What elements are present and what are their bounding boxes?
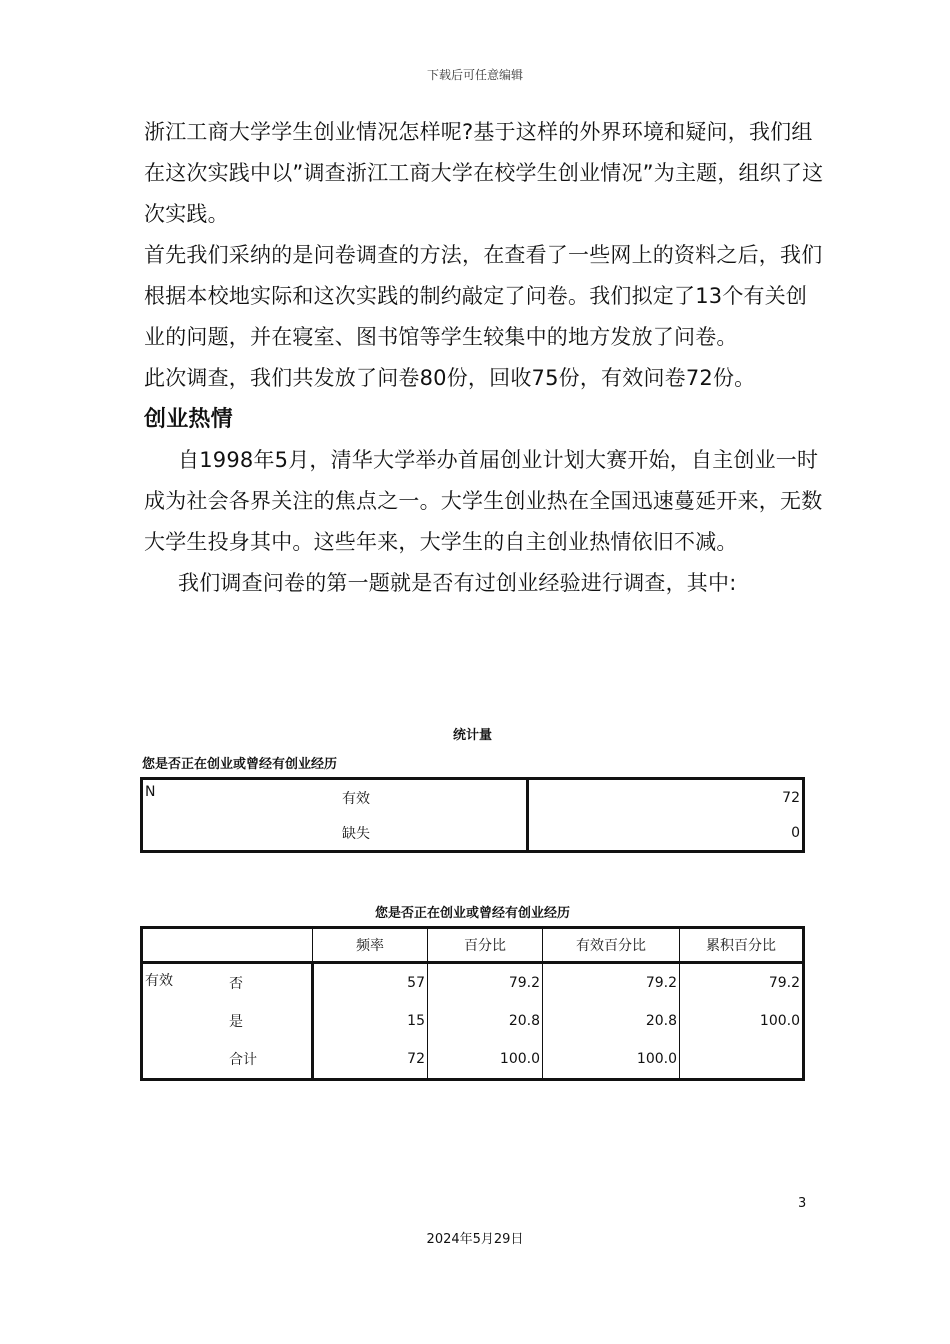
row-group: 有效 (145, 973, 173, 989)
cell-pct: 100.0 (428, 1040, 543, 1080)
section-heading: 创业热情 (144, 407, 233, 432)
paragraph-survey-count: 此次调查，我们共发放了问卷80份，回收75份，有效问卷72份。 (144, 366, 756, 390)
page-number: 3 (798, 1196, 807, 1211)
page-footer-date: 2024年5月29日 (426, 1232, 524, 1247)
stats-row-value: 72 (527, 779, 804, 816)
cell-pct: 20.8 (428, 1002, 543, 1040)
cell-freq: 72 (313, 1040, 428, 1080)
table-row (142, 779, 804, 816)
cell-freq: 15 (313, 1002, 428, 1040)
stats-table-title: 统计量 (452, 728, 492, 743)
cell-valid-pct: 20.8 (543, 1002, 680, 1040)
cell-freq: 57 (313, 963, 428, 1003)
header-corner (142, 928, 313, 963)
cell-valid-pct: 79.2 (543, 963, 680, 1003)
row-group (142, 1040, 228, 1080)
freq-table-title: 您是否正在创业或曾经有创业经历 (374, 906, 570, 921)
header-cum-pct: 累积百分比 (680, 928, 804, 963)
cell-valid-pct: 100.0 (543, 1040, 680, 1080)
paragraph-intro: 浙江工商大学学生创业情况怎样呢?基于这样的外界环境和疑问，我们组在这次实践中以”调查浙江工商大学在校学生创业情况”为主题，组织了这次实践。 (144, 120, 824, 226)
cell-cum-pct: 79.2 (680, 963, 804, 1003)
table-row (142, 1040, 804, 1080)
table-row (142, 815, 804, 852)
stats-group-label: N (145, 784, 156, 800)
cell-cum-pct: 100.0 (680, 1002, 804, 1040)
row-group (142, 1002, 228, 1040)
cell-cum-pct (680, 1040, 804, 1080)
paragraph-method: 首先我们采纳的是问卷调查的方法，在查看了一些网上的资料之后，我们根据本校地实际和这次实践的制约敲定了问卷。我们拟定了13个有关创业的问题，并在寝室、图书馆等学生较集中的地方发放了问卷。 (144, 243, 823, 349)
header-valid-pct: 有效百分比 (543, 928, 680, 963)
paragraph-first-question: 我们调查问卷的第一题就是否有过创业经验进行调查，其中: (178, 571, 737, 595)
table-row (142, 1002, 804, 1040)
stats-group-label (142, 815, 188, 852)
header-pct: 百分比 (428, 928, 543, 963)
stats-table (140, 777, 805, 853)
table-header-row (142, 928, 804, 963)
frequency-table (140, 926, 805, 1081)
page-header: 下载后可任意编辑 (426, 68, 523, 82)
cell-pct: 79.2 (428, 963, 543, 1003)
stats-table-caption: 您是否正在创业或曾经有创业经历 (142, 757, 338, 772)
row-label: 合计 (229, 1052, 257, 1068)
table-row (142, 963, 804, 1003)
stats-row-value: 0 (527, 815, 804, 852)
row-label: 是 (229, 1014, 243, 1030)
header-freq: 频率 (313, 928, 428, 963)
stats-row-label: 有效 (342, 790, 370, 807)
document-body (144, 112, 824, 604)
stats-row-label: 缺失 (342, 825, 370, 842)
row-label: 否 (229, 976, 243, 992)
paragraph-enthusiasm: 自1998年5月，清华大学举办首届创业计划大赛开始，自主创业一时成为社会各界关注的焦点之一。大学生创业热在全国迅速蔓延开来，无数大学生投身其中。这些年来，大学生的自主创业热情依旧不减。 (144, 448, 823, 554)
